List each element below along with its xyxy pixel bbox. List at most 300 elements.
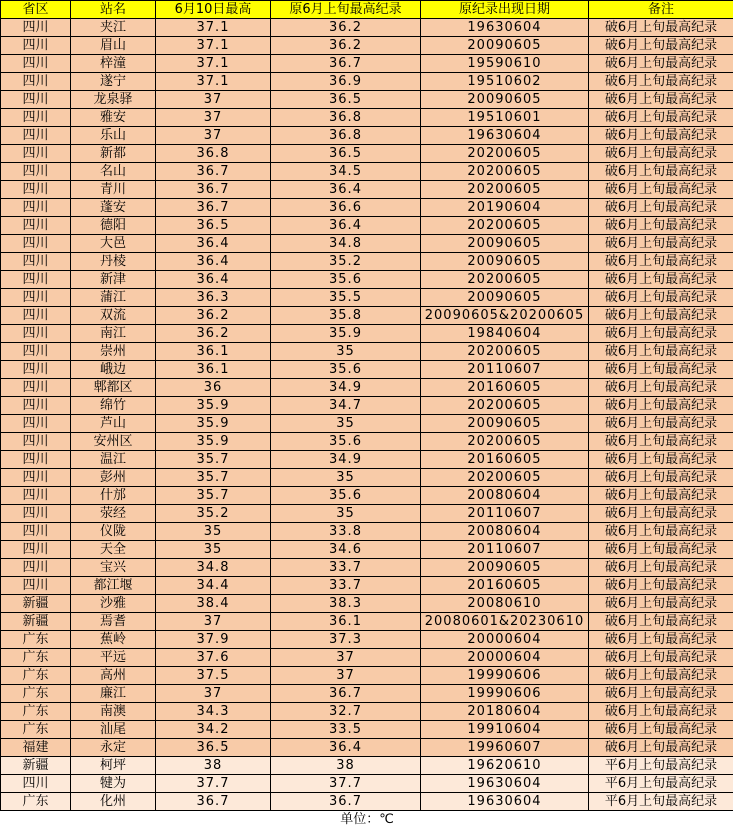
cell-remark: 破6月上旬最高纪录: [589, 559, 733, 577]
cell-station: 遂宁: [71, 73, 156, 91]
cell-record-date: 19990606: [421, 667, 589, 685]
cell-station: 宝兴: [71, 559, 156, 577]
table-row: [1, 271, 733, 289]
cell-june10-max: 35.2: [156, 505, 271, 523]
cell-record-date: 20110607: [421, 505, 589, 523]
cell-station: 汕尾: [71, 721, 156, 739]
cell-june10-max: 35.9: [156, 433, 271, 451]
cell-previous-record: 34.7: [271, 397, 421, 415]
cell-remark: 破6月上旬最高纪录: [589, 451, 733, 469]
cell-june10-max: 37.5: [156, 667, 271, 685]
cell-previous-record: 35.6: [271, 361, 421, 379]
cell-province: 四川: [1, 91, 71, 109]
cell-june10-max: 36.4: [156, 253, 271, 271]
cell-station: 崇州: [71, 343, 156, 361]
cell-previous-record: 36.5: [271, 91, 421, 109]
cell-june10-max: 36.1: [156, 361, 271, 379]
cell-previous-record: 33.5: [271, 721, 421, 739]
cell-station: 郫都区: [71, 379, 156, 397]
cell-previous-record: 34.9: [271, 451, 421, 469]
cell-june10-max: 37: [156, 613, 271, 631]
cell-remark: 破6月上旬最高纪录: [589, 595, 733, 613]
cell-record-date: 20200605: [421, 271, 589, 289]
cell-station: 高州: [71, 667, 156, 685]
cell-june10-max: 34.4: [156, 577, 271, 595]
cell-june10-max: 35: [156, 523, 271, 541]
cell-station: 南澳: [71, 703, 156, 721]
cell-previous-record: 35: [271, 415, 421, 433]
cell-province: 新疆: [1, 595, 71, 613]
cell-remark: 破6月上旬最高纪录: [589, 721, 733, 739]
cell-record-date: 19620610: [421, 757, 589, 775]
table-row: [1, 685, 733, 703]
cell-june10-max: 36.7: [156, 793, 271, 811]
cell-remark: 破6月上旬最高纪录: [589, 631, 733, 649]
cell-remark: 破6月上旬最高纪录: [589, 613, 733, 631]
cell-record-date: 20080604: [421, 487, 589, 505]
cell-remark: 破6月上旬最高纪录: [589, 415, 733, 433]
cell-previous-record: 36.5: [271, 145, 421, 163]
cell-june10-max: 36.5: [156, 739, 271, 757]
cell-station: 柯坪: [71, 757, 156, 775]
cell-record-date: 19910604: [421, 721, 589, 739]
table-row: [1, 235, 733, 253]
table-row: [1, 91, 733, 109]
table-row: [1, 451, 733, 469]
cell-province: 四川: [1, 379, 71, 397]
cell-remark: 破6月上旬最高纪录: [589, 37, 733, 55]
table-row: [1, 163, 733, 181]
cell-province: 四川: [1, 109, 71, 127]
cell-station: 梓潼: [71, 55, 156, 73]
cell-record-date: 20090605: [421, 559, 589, 577]
table-row: [1, 379, 733, 397]
cell-province: 四川: [1, 397, 71, 415]
cell-province: 四川: [1, 415, 71, 433]
cell-record-date: 19510601: [421, 109, 589, 127]
cell-station: 芦山: [71, 415, 156, 433]
cell-station: 荥经: [71, 505, 156, 523]
cell-previous-record: 34.9: [271, 379, 421, 397]
cell-remark: 破6月上旬最高纪录: [589, 379, 733, 397]
cell-june10-max: 36.4: [156, 235, 271, 253]
cell-record-date: 20200605: [421, 343, 589, 361]
cell-june10-max: 38.4: [156, 595, 271, 613]
cell-previous-record: 36.7: [271, 793, 421, 811]
cell-remark: 破6月上旬最高纪录: [589, 163, 733, 181]
table-row: [1, 181, 733, 199]
cell-remark: 平6月上旬最高纪录: [589, 775, 733, 793]
cell-station: 峨边: [71, 361, 156, 379]
table-row: [1, 523, 733, 541]
cell-june10-max: 36: [156, 379, 271, 397]
cell-june10-max: 34.3: [156, 703, 271, 721]
cell-previous-record: 38: [271, 757, 421, 775]
cell-remark: 破6月上旬最高纪录: [589, 433, 733, 451]
cell-previous-record: 33.7: [271, 559, 421, 577]
cell-province: 四川: [1, 145, 71, 163]
cell-province: 四川: [1, 325, 71, 343]
cell-record-date: 20200605: [421, 145, 589, 163]
cell-province: 新疆: [1, 757, 71, 775]
cell-previous-record: 32.7: [271, 703, 421, 721]
table-row: [1, 649, 733, 667]
cell-remark: 破6月上旬最高纪录: [589, 19, 733, 37]
table-row: [1, 721, 733, 739]
table-row: [1, 253, 733, 271]
cell-june10-max: 36.7: [156, 199, 271, 217]
cell-remark: 破6月上旬最高纪录: [589, 703, 733, 721]
cell-province: 广东: [1, 631, 71, 649]
cell-record-date: 19590610: [421, 55, 589, 73]
cell-record-date: 19510602: [421, 73, 589, 91]
cell-june10-max: 37: [156, 109, 271, 127]
cell-station: 化州: [71, 793, 156, 811]
cell-previous-record: 36.7: [271, 55, 421, 73]
table-row: [1, 433, 733, 451]
table-row: [1, 127, 733, 145]
table-row: [1, 199, 733, 217]
cell-remark: 破6月上旬最高纪录: [589, 271, 733, 289]
cell-province: 四川: [1, 181, 71, 199]
cell-record-date: 19990606: [421, 685, 589, 703]
cell-remark: 平6月上旬最高纪录: [589, 793, 733, 811]
cell-record-date: 19630604: [421, 19, 589, 37]
cell-record-date: 20080601&20230610: [421, 613, 589, 631]
cell-previous-record: 35: [271, 469, 421, 487]
cell-june10-max: 37.1: [156, 73, 271, 91]
cell-province: 四川: [1, 343, 71, 361]
cell-province: 四川: [1, 289, 71, 307]
cell-june10-max: 34.2: [156, 721, 271, 739]
cell-previous-record: 37: [271, 649, 421, 667]
cell-province: 四川: [1, 469, 71, 487]
cell-station: 双流: [71, 307, 156, 325]
table-row: [1, 397, 733, 415]
header-row: [1, 1, 733, 19]
table-row: [1, 55, 733, 73]
cell-province: 四川: [1, 217, 71, 235]
cell-june10-max: 38: [156, 757, 271, 775]
cell-remark: 破6月上旬最高纪录: [589, 181, 733, 199]
cell-june10-max: 37.7: [156, 775, 271, 793]
cell-province: 四川: [1, 163, 71, 181]
table-row: [1, 613, 733, 631]
cell-station: 平远: [71, 649, 156, 667]
cell-station: 蓬安: [71, 199, 156, 217]
cell-june10-max: 35.9: [156, 415, 271, 433]
cell-province: 四川: [1, 559, 71, 577]
cell-station: 温江: [71, 451, 156, 469]
cell-station: 焉耆: [71, 613, 156, 631]
table-row: [1, 307, 733, 325]
cell-record-date: 20090605&20200605: [421, 307, 589, 325]
cell-previous-record: 37: [271, 667, 421, 685]
cell-june10-max: 36.7: [156, 181, 271, 199]
cell-june10-max: 35.7: [156, 469, 271, 487]
cell-station: 丹棱: [71, 253, 156, 271]
cell-record-date: 19960607: [421, 739, 589, 757]
cell-remark: 破6月上旬最高纪录: [589, 397, 733, 415]
cell-june10-max: 37.1: [156, 55, 271, 73]
cell-province: 四川: [1, 577, 71, 595]
table-row: [1, 415, 733, 433]
cell-station: 眉山: [71, 37, 156, 55]
cell-record-date: 20200605: [421, 163, 589, 181]
cell-previous-record: 36.4: [271, 739, 421, 757]
cell-station: 新都: [71, 145, 156, 163]
cell-province: 四川: [1, 55, 71, 73]
cell-province: 四川: [1, 271, 71, 289]
cell-june10-max: 35.7: [156, 487, 271, 505]
cell-remark: 破6月上旬最高纪录: [589, 685, 733, 703]
table-row: [1, 343, 733, 361]
cell-remark: 破6月上旬最高纪录: [589, 505, 733, 523]
cell-province: 四川: [1, 361, 71, 379]
header-station: 站名: [71, 1, 156, 19]
cell-station: 新津: [71, 271, 156, 289]
cell-previous-record: 36.9: [271, 73, 421, 91]
table-row: [1, 145, 733, 163]
cell-record-date: 20200605: [421, 397, 589, 415]
table-row: [1, 793, 733, 811]
cell-station: 彭州: [71, 469, 156, 487]
cell-remark: 破6月上旬最高纪录: [589, 73, 733, 91]
cell-remark: 破6月上旬最高纪录: [589, 235, 733, 253]
cell-june10-max: 36.3: [156, 289, 271, 307]
cell-province: 四川: [1, 73, 71, 91]
cell-record-date: 20090605: [421, 415, 589, 433]
cell-province: 四川: [1, 253, 71, 271]
cell-june10-max: 36.2: [156, 307, 271, 325]
cell-previous-record: 35.6: [271, 487, 421, 505]
cell-previous-record: 36.2: [271, 37, 421, 55]
cell-record-date: 20110607: [421, 541, 589, 559]
cell-station: 青川: [71, 181, 156, 199]
cell-remark: 破6月上旬最高纪录: [589, 541, 733, 559]
cell-previous-record: 34.6: [271, 541, 421, 559]
cell-record-date: 20090605: [421, 37, 589, 55]
cell-station: 仪陇: [71, 523, 156, 541]
cell-station: 蒲江: [71, 289, 156, 307]
cell-previous-record: 35.8: [271, 307, 421, 325]
table-row: [1, 109, 733, 127]
cell-previous-record: 36.8: [271, 127, 421, 145]
cell-province: 广东: [1, 703, 71, 721]
cell-province: 四川: [1, 505, 71, 523]
cell-record-date: 20180604: [421, 703, 589, 721]
cell-june10-max: 36.2: [156, 325, 271, 343]
cell-station: 乐山: [71, 127, 156, 145]
table-row: [1, 541, 733, 559]
cell-province: 四川: [1, 199, 71, 217]
cell-record-date: 20090605: [421, 91, 589, 109]
cell-june10-max: 37: [156, 685, 271, 703]
cell-station: 天全: [71, 541, 156, 559]
cell-record-date: 20080604: [421, 523, 589, 541]
cell-previous-record: 35.6: [271, 271, 421, 289]
cell-remark: 破6月上旬最高纪录: [589, 523, 733, 541]
cell-previous-record: 35: [271, 505, 421, 523]
cell-record-date: 20080610: [421, 595, 589, 613]
cell-remark: 破6月上旬最高纪录: [589, 487, 733, 505]
cell-remark: 破6月上旬最高纪录: [589, 55, 733, 73]
cell-june10-max: 35.7: [156, 451, 271, 469]
cell-station: 什邡: [71, 487, 156, 505]
cell-province: 四川: [1, 775, 71, 793]
cell-station: 绵竹: [71, 397, 156, 415]
cell-record-date: 20160605: [421, 577, 589, 595]
cell-previous-record: 36.7: [271, 685, 421, 703]
table-row: [1, 289, 733, 307]
cell-province: 四川: [1, 307, 71, 325]
cell-station: 都江堰: [71, 577, 156, 595]
cell-province: 四川: [1, 541, 71, 559]
table-row: [1, 73, 733, 91]
cell-previous-record: 36.2: [271, 19, 421, 37]
cell-record-date: 20190604: [421, 199, 589, 217]
cell-station: 廉江: [71, 685, 156, 703]
cell-remark: 破6月上旬最高纪录: [589, 469, 733, 487]
cell-record-date: 20160605: [421, 379, 589, 397]
cell-province: 广东: [1, 685, 71, 703]
table-row: [1, 631, 733, 649]
cell-station: 名山: [71, 163, 156, 181]
cell-record-date: 19630604: [421, 127, 589, 145]
cell-june10-max: 36.1: [156, 343, 271, 361]
cell-record-date: 20090605: [421, 235, 589, 253]
table-row: [1, 577, 733, 595]
header-province: 省区: [1, 1, 71, 19]
cell-station: 安州区: [71, 433, 156, 451]
cell-june10-max: 37: [156, 91, 271, 109]
table-row: [1, 19, 733, 37]
cell-record-date: 20000604: [421, 649, 589, 667]
cell-june10-max: 37.6: [156, 649, 271, 667]
table-row: [1, 361, 733, 379]
cell-province: 四川: [1, 235, 71, 253]
cell-remark: 破6月上旬最高纪录: [589, 325, 733, 343]
cell-previous-record: 34.5: [271, 163, 421, 181]
cell-remark: 破6月上旬最高纪录: [589, 91, 733, 109]
cell-station: 夹江: [71, 19, 156, 37]
cell-june10-max: 35.9: [156, 397, 271, 415]
cell-station: 南江: [71, 325, 156, 343]
cell-previous-record: 34.8: [271, 235, 421, 253]
cell-record-date: 19630604: [421, 793, 589, 811]
cell-previous-record: 33.8: [271, 523, 421, 541]
cell-remark: 破6月上旬最高纪录: [589, 343, 733, 361]
table-row: [1, 559, 733, 577]
cell-previous-record: 36.4: [271, 217, 421, 235]
table-row: [1, 595, 733, 613]
cell-previous-record: 36.4: [271, 181, 421, 199]
cell-remark: 破6月上旬最高纪录: [589, 649, 733, 667]
cell-record-date: 20200605: [421, 217, 589, 235]
cell-previous-record: 35.2: [271, 253, 421, 271]
header-record-date: 原纪录出现日期: [421, 1, 589, 19]
cell-june10-max: 37.1: [156, 19, 271, 37]
table-row: [1, 739, 733, 757]
table-row: [1, 325, 733, 343]
cell-record-date: 19840604: [421, 325, 589, 343]
cell-province: 四川: [1, 37, 71, 55]
cell-record-date: 20200605: [421, 181, 589, 199]
cell-previous-record: 36.6: [271, 199, 421, 217]
cell-remark: 破6月上旬最高纪录: [589, 109, 733, 127]
cell-remark: 破6月上旬最高纪录: [589, 253, 733, 271]
cell-station: 蕉岭: [71, 631, 156, 649]
cell-province: 广东: [1, 793, 71, 811]
cell-remark: 破6月上旬最高纪录: [589, 577, 733, 595]
cell-previous-record: 35: [271, 343, 421, 361]
cell-province: 广东: [1, 667, 71, 685]
cell-record-date: 20110607: [421, 361, 589, 379]
cell-remark: 破6月上旬最高纪录: [589, 199, 733, 217]
cell-previous-record: 37.7: [271, 775, 421, 793]
cell-previous-record: 36.1: [271, 613, 421, 631]
cell-station: 犍为: [71, 775, 156, 793]
cell-previous-record: 38.3: [271, 595, 421, 613]
cell-june10-max: 37.1: [156, 37, 271, 55]
cell-june10-max: 35: [156, 541, 271, 559]
cell-previous-record: 35.6: [271, 433, 421, 451]
cell-province: 四川: [1, 127, 71, 145]
cell-province: 四川: [1, 487, 71, 505]
cell-province: 广东: [1, 721, 71, 739]
cell-province: 四川: [1, 433, 71, 451]
cell-previous-record: 35.9: [271, 325, 421, 343]
table-row: [1, 775, 733, 793]
table-row: [1, 667, 733, 685]
cell-record-date: 20200605: [421, 469, 589, 487]
cell-june10-max: 34.8: [156, 559, 271, 577]
cell-province: 四川: [1, 19, 71, 37]
cell-record-date: 20160605: [421, 451, 589, 469]
cell-province: 新疆: [1, 613, 71, 631]
cell-previous-record: 33.7: [271, 577, 421, 595]
cell-province: 福建: [1, 739, 71, 757]
cell-remark: 破6月上旬最高纪录: [589, 307, 733, 325]
cell-station: 龙泉驿: [71, 91, 156, 109]
cell-province: 四川: [1, 451, 71, 469]
table-row: [1, 505, 733, 523]
table-row: [1, 217, 733, 235]
cell-june10-max: 36.7: [156, 163, 271, 181]
cell-remark: 破6月上旬最高纪录: [589, 145, 733, 163]
header-previous-record: 原6月上旬最高纪录: [271, 1, 421, 19]
header-june10-max: 6月10日最高: [156, 1, 271, 19]
cell-province: 四川: [1, 523, 71, 541]
cell-remark: 破6月上旬最高纪录: [589, 289, 733, 307]
cell-june10-max: 36.5: [156, 217, 271, 235]
cell-station: 雅安: [71, 109, 156, 127]
cell-record-date: 20090605: [421, 253, 589, 271]
cell-previous-record: 35.5: [271, 289, 421, 307]
unit-note: 单位：℃: [1, 811, 733, 829]
cell-remark: 平6月上旬最高纪录: [589, 757, 733, 775]
cell-record-date: 20200605: [421, 433, 589, 451]
cell-remark: 破6月上旬最高纪录: [589, 217, 733, 235]
cell-remark: 破6月上旬最高纪录: [589, 667, 733, 685]
cell-station: 永定: [71, 739, 156, 757]
cell-station: 大邑: [71, 235, 156, 253]
table-row: [1, 37, 733, 55]
table-row: [1, 757, 733, 775]
cell-previous-record: 37.3: [271, 631, 421, 649]
table-row: [1, 703, 733, 721]
cell-june10-max: 37.9: [156, 631, 271, 649]
